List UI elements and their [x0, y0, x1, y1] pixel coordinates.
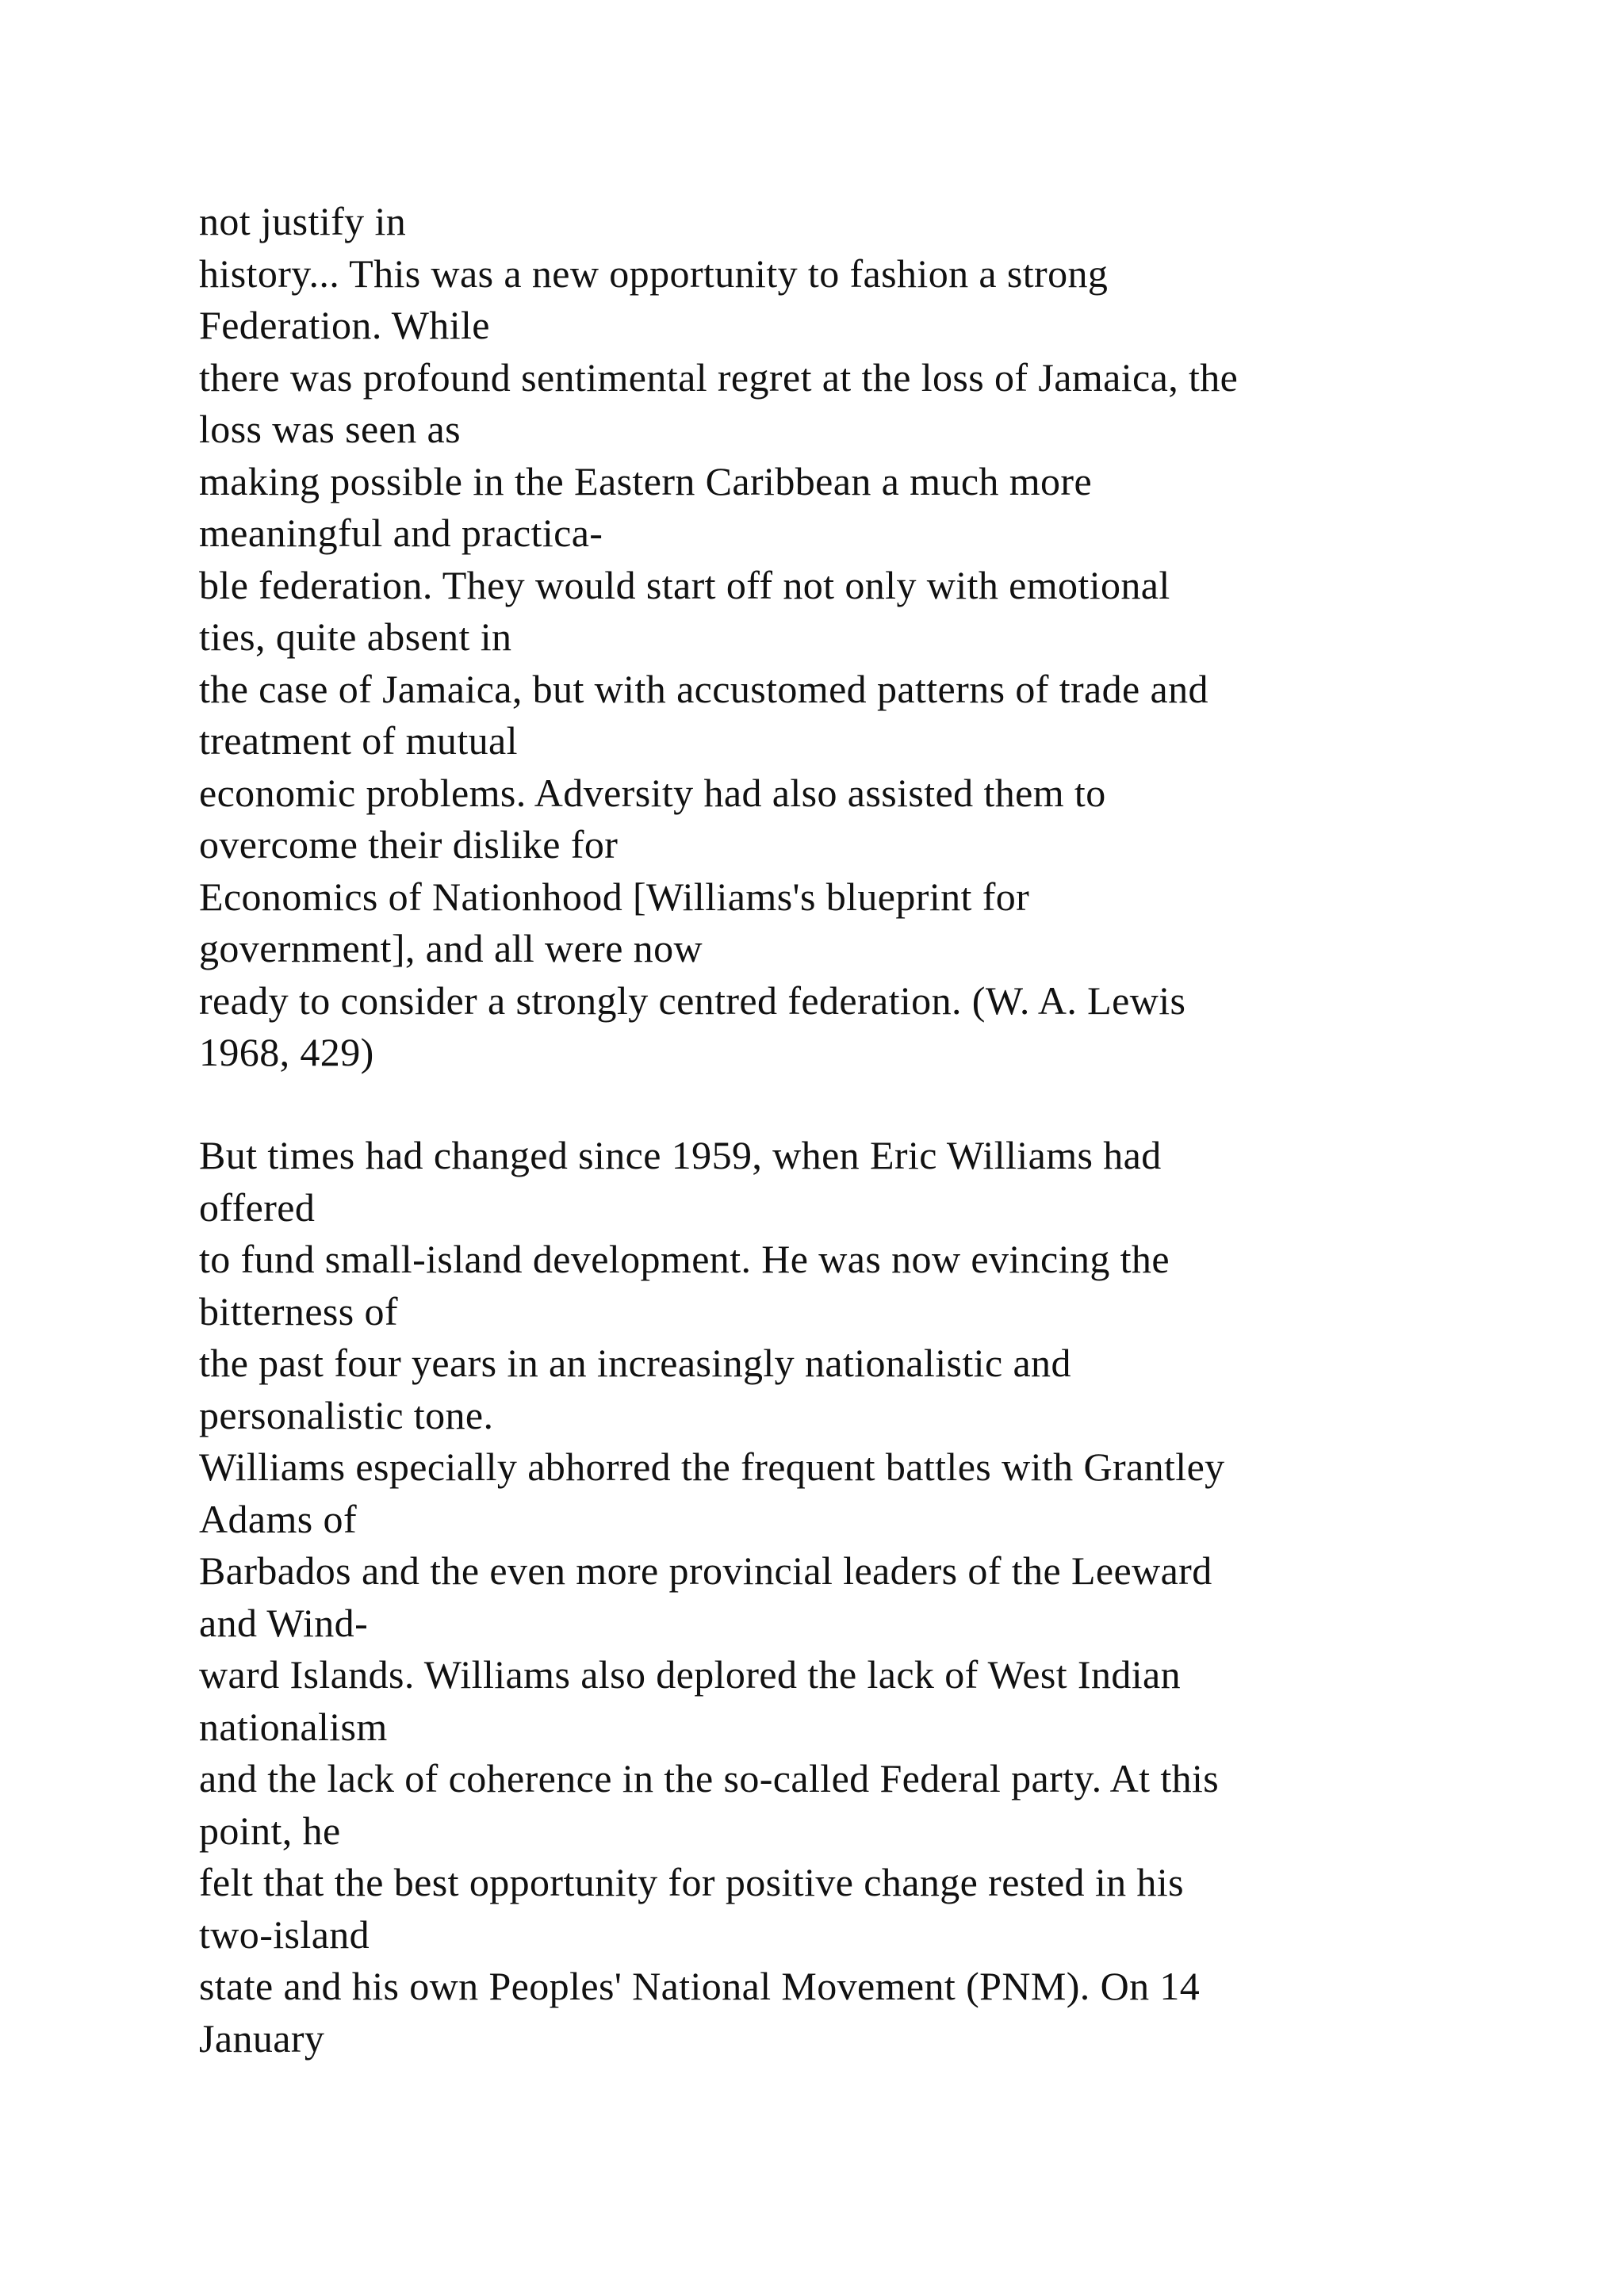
text-line: nationalism: [199, 1704, 388, 1749]
text-line: to fund small-island development. He was now evincing the: [199, 1237, 1170, 1281]
text-line: state and his own Peoples' National Movement (PNM). On 14: [199, 1964, 1201, 2008]
text-line: treatment of mutual: [199, 718, 518, 763]
text-line: January: [199, 2015, 325, 2061]
text-line: making possible in the Eastern Caribbean a much more: [199, 458, 1093, 503]
text-line: and the lack of coherence in the so-called Federal party. At this: [199, 1756, 1220, 1800]
text-line: and Wind-: [199, 1600, 369, 1645]
body-paragraph: [199, 1130, 1547, 2064]
citation-line: 1968, 429): [199, 1030, 374, 1074]
text-line: bitterness of: [199, 1288, 398, 1334]
text-line: felt that the best opportunity for positive change rested in his: [199, 1860, 1184, 1904]
text-line: But times had changed since 1959, when Eric Williams had: [199, 1133, 1162, 1177]
text-line: there was profound sentimental regret at the loss of Jamaica, the: [199, 354, 1239, 400]
text-line: Adams of: [199, 1496, 358, 1541]
text-line: ties, quite absent in: [199, 614, 512, 659]
text-line: meaningful and practica-: [199, 511, 603, 555]
text-line: economic problems. Adversity had also assisted them to: [199, 770, 1106, 815]
text-line: Economics of Nationhood [Williams's blueprint for: [199, 874, 1030, 919]
text-line: loss was seen as: [199, 407, 461, 451]
text-line: Barbados and the even more provincial leaders of the Leeward: [199, 1548, 1212, 1593]
text-line: not justify in: [199, 199, 407, 243]
text-line: government], and all were now: [199, 926, 703, 970]
text-line: Federation. While: [199, 303, 490, 347]
text-line: overcome their dislike for: [199, 822, 619, 867]
text-line: offered: [199, 1184, 316, 1230]
text-line: point, he: [199, 1808, 341, 1853]
text-line: personalistic tone.: [199, 1392, 494, 1437]
quote-block: [199, 196, 1547, 1079]
text-line: two-island: [199, 1911, 370, 1957]
text-line: history... This was a new opportunity to fashion a strong: [199, 251, 1109, 296]
text-line: Williams especially abhorred the frequent battles with Grantley: [199, 1445, 1225, 1489]
text-line: the case of Jamaica, but with accustomed patterns of trade and: [199, 666, 1208, 711]
text-line: ward Islands. Williams also deplored the lack of West Indian: [199, 1652, 1182, 1697]
text-line: the past four years in an increasingly nationalistic and: [199, 1341, 1071, 1385]
text-line: ble federation. They would start off not only with emotional: [199, 562, 1170, 607]
text-line: ready to consider a strongly centred federation. (W. A. Lewis: [199, 978, 1186, 1023]
